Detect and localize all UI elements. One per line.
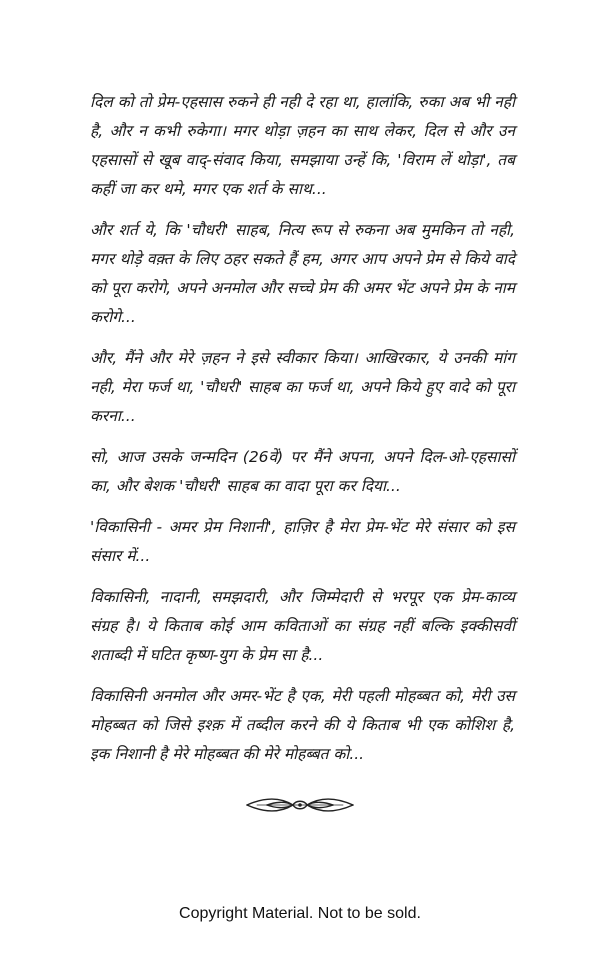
decorative-flourish-icon <box>245 795 355 815</box>
body-text <box>90 88 515 781</box>
paragraph-2: और शर्त ये, कि 'चौधरी' साहब, नित्य रूप से रुकना अब मुमकिन तो नही, मगर थोड़े वक़्त के लिए ठहर सकते हैं हम, अगर आप अपने प्रेम से किये वादे को पूरा करोगे, अपने अनमोल और सच्चे प्रेम की अमर भेंट अपने प्रेम के नाम करोगे... <box>90 221 515 326</box>
paragraph-6: विकासिनी, नादानी, समझदारी, और जिम्मेदारी से भरपूर एक प्रेम-काव्य संग्रह है। ये किताब कोई आम कविताओं का संग्रह नहीं बल्कि इक्कीसवीं शताब्दी में घटित कृष्ण-युग के प्रेम सा है... <box>90 588 515 664</box>
paragraph-1: दिल को तो प्रेम-एहसास रुकने ही नही दे रहा था, हालांकि, रुका अब भी नही है, और न कभी रुकेगा। मगर थोड़ा ज़हन का साथ लेकर, दिल से और उन एहसासों से खूब वाद्-संवाद किया, समझाया उन्हें कि, 'विराम लें थोड़ा', तब कहीं जा कर थमे, मगर एक शर्त के साथ... <box>90 93 515 198</box>
paragraph-3: और, मैंने और मेरे ज़हन ने इसे स्वीकार किया। आखिरकार, ये उनकी मांग नही, मेरा फर्ज था, 'चौधरी' साहब का फर्ज था, अपने किये हुए वादे को पूरा करना... <box>90 349 515 425</box>
copyright-footer: Copyright Material. Not to be sold. <box>179 905 421 922</box>
paragraph-5: 'विकासिनी - अमर प्रेम निशानी', हाज़िर है मेरा प्रेम-भेंट मेरे संसार को इस संसार में... <box>90 518 515 565</box>
paragraph-7: विकासिनी अनमोल और अमर-भेंट है एक, मेरी पहली मोहब्बत को, मेरी उस मोहब्बत को जिसे इश्क़ में तब्दील करने की ये किताब भी एक कोशिश है, इक निशानी है मेरे मोहब्बत की मेरे मोहब्बत को... <box>90 687 515 763</box>
paragraph-4: सो, आज उसके जन्मदिन (26वें) पर मैंने अपना, अपने दिल-ओ-एहसासों का, और बेशक 'चौधरी' साहब का वादा पूरा कर दिया... <box>90 448 515 495</box>
